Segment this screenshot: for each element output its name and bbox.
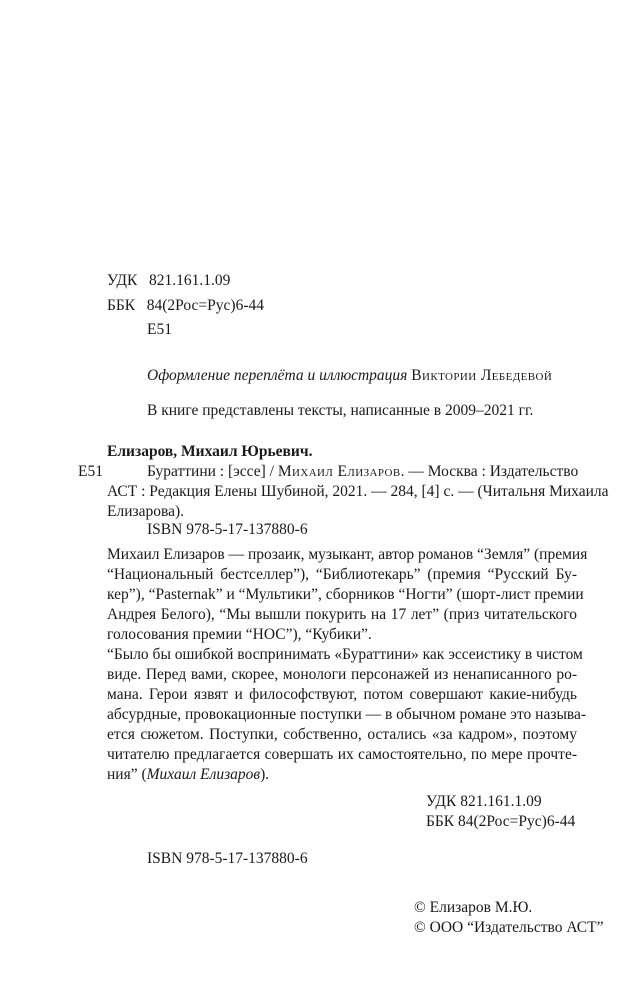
years-note: В книге представлены тексты, написанные в 2009–2021 гг. (147, 402, 534, 419)
annotation-line: “Было бы ошибкой воспринимать «Бураттини» как эссеистику в чистом (107, 646, 583, 663)
catalog-author-heading: Елизаров, Михаил Юрьевич. (107, 443, 313, 460)
footer-udk-code: УДК 821.161.1.09 (426, 793, 542, 810)
design-credit (147, 366, 552, 386)
design-credit-label: Оформление переплёта и иллюстрация (147, 367, 408, 384)
annotation-line: Андрея Белого), “Мы вышли покурить на 17 лет” (приз читательского (107, 606, 577, 623)
bbk-code: ББК 84(2Рос=Рус)6-44 (107, 297, 264, 314)
udk-code: УДК 821.161.1.09 (107, 272, 231, 289)
annotation-line: “Национальный бестселлер”), “Библиотекарь” (премия “Русский Бу- (107, 566, 577, 583)
footer-bbk-code: ББК 84(2Рос=Рус)6-44 (426, 813, 576, 830)
copyright-publisher: © ООО “Издательство АСТ” (414, 919, 604, 936)
annotation-line: кер”), “Pasternak” и “Мультики”, сборников “Ногти” (шорт-лист премии (107, 586, 584, 603)
catalog-place: . — Москва : Издательство (400, 463, 579, 480)
catalog-mark: Е51 (78, 463, 103, 480)
annotation-quote-author: Михаил Елизаров (146, 766, 261, 783)
annotation-quote-end: ния” ( (107, 766, 147, 783)
annotation-line: голосования премии “НОС”), “Кубики”. (107, 626, 372, 643)
catalog-line-1 (147, 462, 578, 482)
annotation-line: мана. Герои язвят и философствуют, потом совершают какие-нибудь (107, 686, 577, 703)
designer-name: Виктории Лебедевой (411, 367, 553, 384)
annotation-line: Михаил Елизаров — прозаик, музыкант, автор романов “Земля” (премия (107, 546, 588, 563)
copyright-author: © Елизаров М.Ю. (414, 899, 533, 916)
catalog-line-3: Елизарова). (107, 503, 185, 520)
catalog-line-2: АСТ : Редакция Елены Шубиной, 2021. — 284, [4] с. — (Читальня Михаила (107, 483, 609, 500)
bottom-isbn: ISBN 978-5-17-137880-6 (147, 850, 308, 867)
annotation-line: читателю предлагается совершать их самостоятельно, по мере прочте- (107, 746, 577, 763)
author-mark: Е51 (147, 321, 172, 338)
annotation-line: ется сюжетом. Поступки, собственно, остались «за кадром», поэтому (107, 726, 577, 743)
annotation-line: абсурдные, провокационные поступки — в обычном романе это называ- (107, 706, 587, 723)
catalog-author-name: Михаил Елизаров (277, 463, 401, 480)
annotation-last-line (107, 765, 269, 785)
catalog-title: Бураттини : [эссе] / (147, 463, 274, 480)
annotation-quote-close: ). (260, 766, 270, 783)
catalog-isbn: ISBN 978-5-17-137880-6 (147, 521, 308, 538)
annotation-line: виде. Перед вами, скорее, монологи персонажей из ненаписанного ро- (107, 666, 577, 683)
